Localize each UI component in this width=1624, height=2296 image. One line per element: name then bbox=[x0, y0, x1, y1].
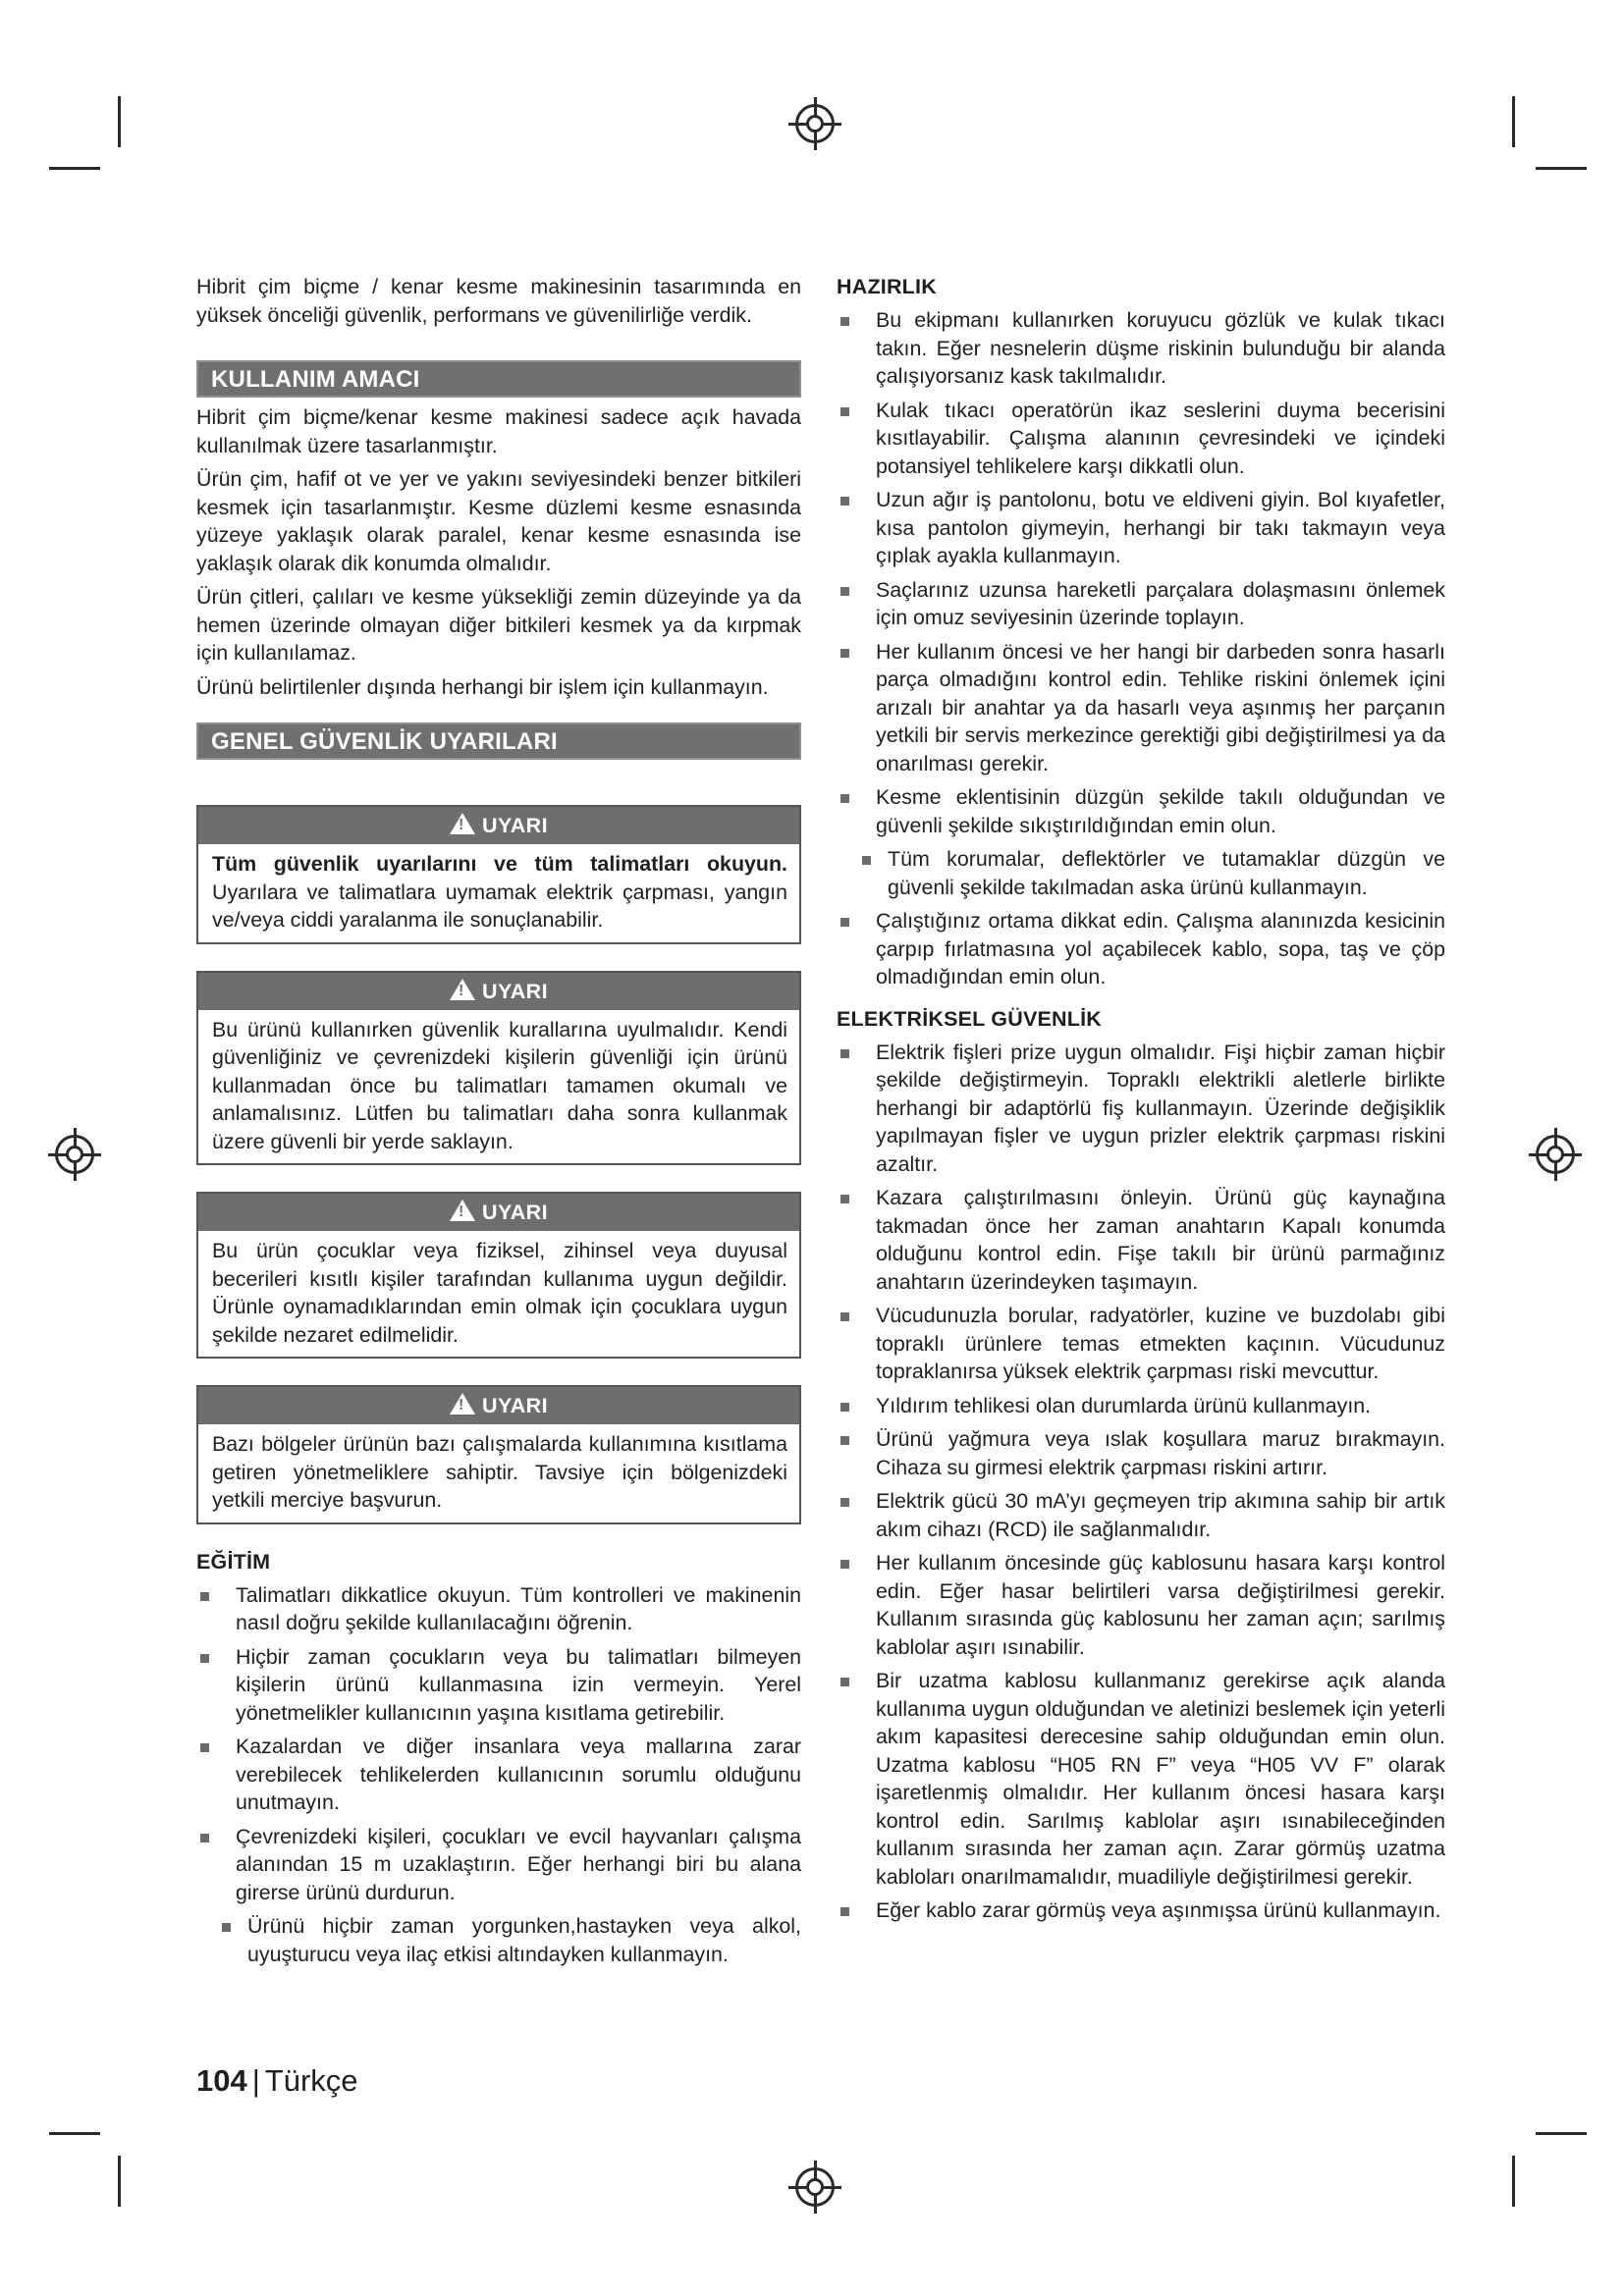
registration-mark-icon bbox=[1536, 1135, 1575, 1174]
list-item: Eğer kablo zarar görmüş veya aşınmışsa ürünü kullanmayın. bbox=[837, 1896, 1445, 1925]
warning-label: UYARI bbox=[482, 1394, 548, 1417]
warning-header bbox=[198, 973, 799, 1010]
crop-mark bbox=[118, 96, 121, 147]
list-item: Çalıştığınız ortama dikkat edin. Çalışma alanınızda kesicinin çarpıp fırlatmasına yol açabilecek kablo, sopa, taş ve çöp olmadığından emin olun. bbox=[837, 907, 1445, 991]
crop-mark bbox=[118, 2156, 121, 2207]
list-item: Vücudunuzla borular, radyatörler, kuzine ve buzdolabı gibi topraklı ürünlere temas etmekten kaçının. Vücudunuz topraklanırsa yüksek elektrik çarpması riski mevcuttur. bbox=[837, 1302, 1445, 1386]
warning-label: UYARI bbox=[482, 814, 548, 837]
list-item: Uzun ağır iş pantolonu, botu ve eldiveni giyin. Bol kıyafetler, kısa pantolon giymeyin, herhangi bir takı takmayın veya çıplak ayakla kullanmayın. bbox=[837, 486, 1445, 570]
crop-mark bbox=[1512, 2156, 1515, 2207]
warning-triangle-icon bbox=[450, 1200, 475, 1221]
warning-header bbox=[198, 1387, 799, 1424]
warning-box bbox=[196, 971, 801, 1166]
intro-text: Hibrit çim biçme / kenar kesme makinesinin tasarımında en yüksek önceliği güvenlik, performans ve güvenilirliğe verdik. bbox=[196, 275, 801, 327]
list-item: Kazara çalıştırılmasını önleyin. Ürünü güç kaynağına takmadan önce her zaman anahtarın Kapalı konumda olduğunu kontrol edin. Fişe takılı bir ürünü parmağınız anahtarın üzerindeyken taşımayın. bbox=[837, 1184, 1445, 1296]
list-item: Kulak tıkacı operatörün ikaz seslerini duyma becerisini kısıtlayabilir. Çalışma alanının çevresindeki ve içindeki potansiyel tehlikelere karşı dikkatli olun. bbox=[837, 397, 1445, 481]
section-heading-preparation: HAZIRLIK bbox=[837, 275, 937, 298]
right-column bbox=[837, 273, 1445, 1931]
section-heading-intended-use: KULLANIM AMACI bbox=[196, 360, 801, 398]
crop-mark bbox=[1512, 96, 1515, 147]
crop-mark bbox=[1536, 2132, 1587, 2135]
list-item: Çevrenizdeki kişileri, çocukları ve evcil hayvanları çalışma alanından 15 m uzaklaştırın. Eğer herhangi biri bu alana girerse ürünü durdurun. bbox=[196, 1823, 801, 1907]
warning-triangle-icon bbox=[450, 979, 475, 1000]
warning-text: Bu ürünü kullanırken güvenlik kurallarına uyulmalıdır. Kendi güvenliğiniz ve çevrenizdeki kişilerin güvenliği için ürünü kullanmadan önce bu talimatları tamamen okumalı ve anlamalısınız. Lütfen bu talimatları daha sonra kullanmak üzere güvenli bir yerde saklayın. bbox=[212, 1017, 787, 1153]
training-list bbox=[196, 1581, 801, 1969]
warning-box bbox=[196, 805, 801, 944]
list-item: Talimatları dikkatlice okuyun. Tüm kontrolleri ve makinenin nasıl doğru şekilde kullanılacağını öğrenin. bbox=[196, 1581, 801, 1637]
registration-mark-icon bbox=[795, 2167, 835, 2207]
crop-mark bbox=[1536, 167, 1587, 170]
list-item: Tüm korumalar, deflektörler ve tutamaklar düzgün ve güvenli şekilde takılmadan aska ürünü kullanmayın. bbox=[837, 845, 1445, 901]
warning-lead: Tüm güvenlik uyarılarını ve tüm talimatları okuyun. bbox=[212, 852, 787, 876]
footer-separator: | bbox=[251, 2063, 260, 2098]
list-item: Saçlarınız uzunsa hareketli parçalara dolaşmasını önlemek için omuz seviyesinin üzerinde toplayın. bbox=[837, 576, 1445, 632]
page-footer bbox=[196, 2063, 358, 2099]
registration-mark-icon bbox=[795, 104, 835, 143]
section-heading-electrical-safety: ELEKTRİKSEL GÜVENLİK bbox=[837, 1006, 1102, 1031]
warning-label: UYARI bbox=[482, 979, 548, 1003]
list-item: Bir uzatma kablosu kullanmanız gerekirse açık alanda kullanıma uygun olduğundan ve aletinizi beslemek için yeterli akım kapasitesi derecesine sahip olduğundan emin olun. Uzatma kablosu “H05 RN F” veya “H05 VV F” olarak işaretlenmiş olmalıdır. Her kullanım öncesi hasara karşı kontrol edin. Sarılmış kablolar aşırı ısınabileceğinden kullanım sırasında her zaman açın. Zarar görmüş uzatma kabloları onarılmamalıdır, muadiliyle değiştirilmesi gerekir. bbox=[837, 1667, 1445, 1891]
warning-text: Bu ürün çocuklar veya fiziksel, zihinsel veya duyusal becerileri kısıtlı kişiler tarafından kullanıma uygun değildir. Ürünle oynamadıklarından emin olmak için çocuklara uygun şekilde nezaret edilmelidir. bbox=[212, 1239, 787, 1347]
list-item: Elektrik fişleri prize uygun olmalıdır. Fişi hiçbir zaman hiçbir şekilde değiştirmeyin. Topraklı elektrikli aletlerle birlikte herhangi bir adaptörlü fiş kullanmayın. Üzerinde değişiklik yapılmayan fişler ve uygun prizler elektrik çarpması riskini azaltır. bbox=[837, 1039, 1445, 1179]
intended-use-paragraph: Ürünü belirtilenler dışında herhangi bir işlem için kullanmayın. bbox=[196, 674, 769, 699]
crop-mark bbox=[49, 2132, 100, 2135]
list-item: Her kullanım öncesi ve her hangi bir darbeden sonra hasarlı parça olmadığını kontrol edin. Tehlike riskini önlemek içini arızalı bir anahtar ya da hasarlı veya aşınmış her parçanın yetkili bir servis merkezince gerektiği gibi değiştirilmesi ya da onarılması gerekir. bbox=[837, 638, 1445, 778]
warning-header bbox=[198, 1194, 799, 1231]
list-item: Elektrik gücü 30 mA’yı geçmeyen trip akımına sahip bir artık akım cihazı (RCD) ile sağlanmalıdır. bbox=[837, 1487, 1445, 1543]
list-item: Yıldırım tehlikesi olan durumlarda ürünü kullanmayın. bbox=[837, 1392, 1445, 1420]
intended-use-paragraph: Ürün çitleri, çalıları ve kesme yüksekliği zemin düzeyinde ya da hemen üzerinde olmayan diğer bitkileri kesmek ya da kırpmak için kullanılamaz. bbox=[196, 585, 801, 665]
warning-label: UYARI bbox=[482, 1201, 548, 1224]
list-item: Bu ekipmanı kullanırken koruyucu gözlük ve kulak tıkacı takın. Eğer nesnelerin düşme riskinin bulunduğu bir alanda çalışıyorsanız kask takılmalıdır. bbox=[837, 306, 1445, 391]
crop-mark bbox=[49, 167, 100, 170]
list-item: Ürünü yağmura veya ıslak koşullara maruz bırakmayın. Cihaza su girmesi elektrik çarpması riskini artırır. bbox=[837, 1425, 1445, 1481]
left-column bbox=[196, 273, 801, 1974]
warning-text: Uyarılara ve talimatlara uymamak elektrik çarpması, yangın ve/veya ciddi yaralanma ile sonuçlanabilir. bbox=[212, 880, 787, 932]
warning-header bbox=[198, 807, 799, 844]
section-heading-training: EĞİTİM bbox=[196, 1549, 271, 1574]
list-item: Ürünü hiçbir zaman yorgunken,hastayken veya alkol, uyuşturucu veya ilaç etkisi altındayken kullanmayın. bbox=[196, 1912, 801, 1968]
warning-text: Bazı bölgeler ürünün bazı çalışmalarda kullanımına kısıtlama getiren yönetmeliklere sahiptir. Tavsiye için bölgenizdeki yetkili merciye başvurun. bbox=[212, 1432, 787, 1512]
intended-use-paragraph: Ürün çim, hafif ot ve yer ve yakını seviyesindeki benzer bitkileri kesmek için tasarlanmıştır. Kesme düzlemi kesme esnasında yüzeye yaklaşık olarak paralel, kenar kesme esnasında ise yaklaşık olarak dik konumda olmalıdır. bbox=[196, 467, 801, 575]
warning-triangle-icon bbox=[450, 813, 475, 834]
list-item: Hiçbir zaman çocukların veya bu talimatları bilmeyen kişilerin ürünü kullanmasına izin vermeyin. Yerel yönetmelikler kullanıcının yaşına kısıtlama getirebilir. bbox=[196, 1643, 801, 1728]
list-item: Kesme eklentisinin düzgün şekilde takılı olduğundan ve güvenli şekilde sıkıştırıldığından emin olun. bbox=[837, 783, 1445, 839]
preparation-list bbox=[837, 306, 1445, 991]
registration-mark-icon bbox=[55, 1135, 94, 1174]
electrical-list bbox=[837, 1039, 1445, 1925]
page-number: 104 bbox=[196, 2063, 247, 2098]
list-item: Kazalardan ve diğer insanlara veya mallarına zarar verebilecek tehlikelerden kullanıcının sorumlu olduğunu unutmayın. bbox=[196, 1733, 801, 1817]
intended-use-paragraph: Hibrit çim biçme/kenar kesme makinesi sadece açık havada kullanılmak üzere tasarlanmıştır. bbox=[196, 405, 801, 457]
section-heading-general-safety: GENEL GÜVENLİK UYARILARI bbox=[196, 722, 801, 760]
footer-language: Türkçe bbox=[264, 2063, 358, 2098]
warning-triangle-icon bbox=[450, 1393, 475, 1415]
list-item: Her kullanım öncesinde güç kablosunu hasara karşı kontrol edin. Eğer hasar belirtileri varsa değiştirilmesi gerekir. Kullanım sırasında güç kablosunu her zaman açın; sarılmış kablolar aşırı ısınabilir. bbox=[837, 1549, 1445, 1661]
warning-box bbox=[196, 1192, 801, 1359]
warning-box bbox=[196, 1385, 801, 1524]
